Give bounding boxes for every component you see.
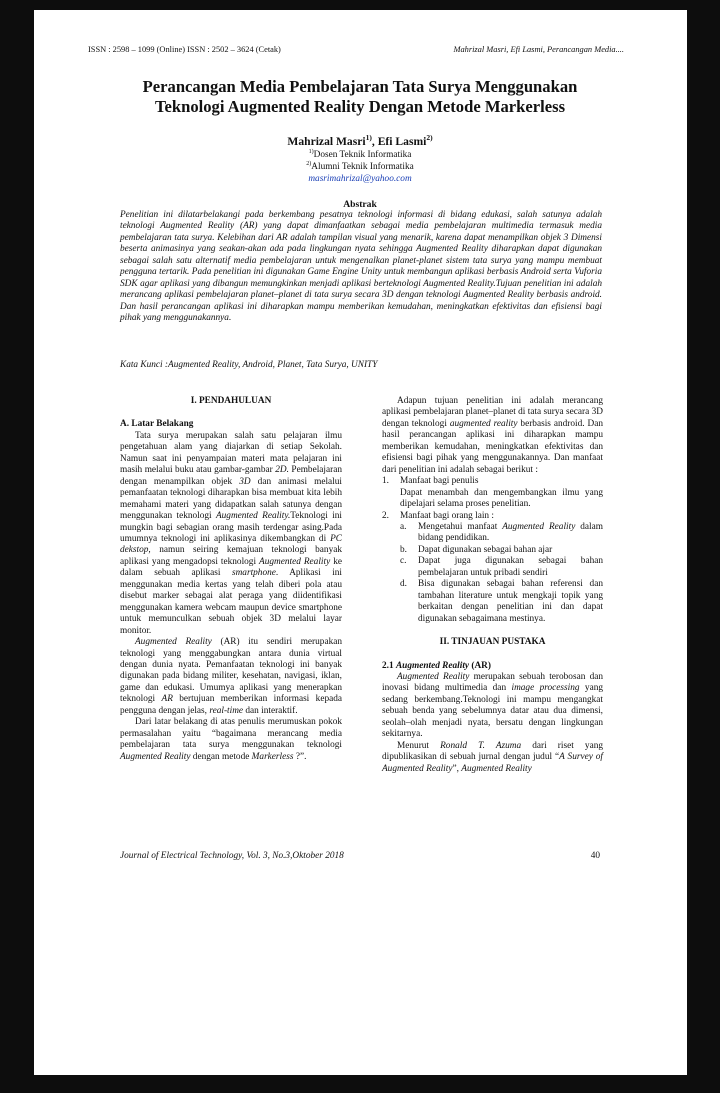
sublist-item xyxy=(382,556,603,579)
text: (AR) xyxy=(469,660,491,671)
text-italic: Ronald T. Azuma xyxy=(440,740,522,751)
sublist-item xyxy=(382,545,603,556)
aff1-text: Dosen Teknik Informatika xyxy=(313,150,412,160)
section-heading-tinjauan-pustaka: II. TINJAUAN PUSTAKA xyxy=(439,637,546,648)
aff2-sup: 2) xyxy=(306,160,312,167)
text: Menurut xyxy=(397,740,441,751)
author-1-sup: 1) xyxy=(365,133,372,143)
text: namun seiring kemajuan teknologi banyak aplikasi yang mengadopsi teknologi xyxy=(120,545,342,567)
text: Pembelajaran dengan menampilkan objek xyxy=(120,465,342,487)
sublist-item xyxy=(382,579,603,625)
text: Mengetahui manfaat xyxy=(418,521,503,532)
paragraph xyxy=(120,717,342,763)
list-marker: d. xyxy=(400,579,407,590)
list-text: Dapat menambah dan mengembangkan ilmu yang dipelajari selama proses penelitian. xyxy=(400,487,603,510)
text: berbasis android. Dan hasil perancangan aplikasi ini diharapkan mampu memberikan kemudahan, meningkatkan efektivitas dan efisiensi bagi pihak yang menggunakannya. Dan manfaat dari penelitian ini adalah sebagai berikut : xyxy=(382,418,603,475)
text-italic: AR xyxy=(161,694,173,705)
text: Adapun tujuan penelitian ini adalah merancang aplikasi pembelajaran planet–planet di tata surya secara 3D dengan teknologi xyxy=(382,396,603,429)
text: Dari latar belakang di atas penulis merumuskan pokok permasalahan yaitu “bagaimana merancang media pembelajaran tata surya menggunakan teknologi xyxy=(120,717,342,751)
subsection-augmented-reality xyxy=(382,661,603,672)
text: dengan metode xyxy=(190,751,252,762)
aff1-sup: 1) xyxy=(308,148,314,155)
text-italic: real-time xyxy=(209,705,244,716)
text-italic: PC dekstop, xyxy=(120,533,342,556)
text-italic: Augmented Reality xyxy=(397,671,470,682)
list-item-detail xyxy=(382,488,603,511)
running-title: Mahrizal Masri, Efi Lasmi, Perancangan Media.... xyxy=(453,45,624,54)
paragraph xyxy=(382,672,603,741)
title-line-2: Teknologi Augmented Reality Dengan Metode Markerless xyxy=(154,97,566,116)
affiliation-2 xyxy=(0,162,720,173)
paper-title xyxy=(60,77,660,117)
list-text xyxy=(418,522,603,545)
text-italic: image processing xyxy=(511,683,580,694)
abstract-heading: Abstrak xyxy=(343,199,377,210)
text-italic: Augmented Reality xyxy=(135,637,212,648)
text: yang sedang berkembang.Teknologi ini mampu mengangkat sebuah benda yang sebelumnya datar atau dua dimensi, seolah–olah menjadi nyata, bersatu dengan lingkungan sekitarnya. xyxy=(382,683,603,740)
list-item xyxy=(382,476,603,487)
text: dari riset yang dipublikasikan di sebuah jurnal dengan judul “ xyxy=(382,740,603,763)
author-2: Efi Lasmi xyxy=(377,135,427,148)
author-line xyxy=(0,135,720,148)
text: ?”. xyxy=(293,751,307,762)
left-column xyxy=(120,396,342,763)
issn-text: ISSN : 2598 – 1099 (Online) ISSN : 2502 – 3624 (Cetak) xyxy=(88,45,281,54)
affiliation-1 xyxy=(0,150,720,161)
subsection-number: 2.1 xyxy=(382,660,396,671)
text: Tata surya merupakan salah satu pelajaran ilmu pengetahuan alam yang diajarkan di setiap Sekolah. Namun saat ini penyampaian materi mata pelajaran ini masih melalui buku atau gambar-gambar xyxy=(120,430,342,476)
text-italic: Augmented Reality xyxy=(395,660,470,671)
list-text: Manfaat bagi orang lain : xyxy=(400,510,494,521)
section-heading-pendahuluan: I. PENDAHULUAN xyxy=(190,396,272,406)
list-marker: 1. xyxy=(382,476,389,487)
paragraph xyxy=(120,637,342,717)
title-line-1: Perancangan Media Pembelajaran Tata Surya Menggunakan xyxy=(142,77,578,96)
paragraph xyxy=(382,741,603,775)
author-email[interactable]: masrimahrizal@yahoo.com xyxy=(308,174,412,184)
aff2-text: Alumni Teknik Informatika xyxy=(311,162,414,172)
list-text: Dapat digunakan sebagai bahan ajar xyxy=(418,544,553,555)
paragraph xyxy=(120,431,342,637)
author-1: Mahrizal Masri xyxy=(287,135,366,148)
author-separator: , xyxy=(371,135,378,148)
text-italic: 3D xyxy=(239,476,251,487)
page-footer xyxy=(120,851,600,861)
list-marker: b. xyxy=(400,544,407,555)
text-italic: A Survey of Augmented Reality xyxy=(382,752,603,774)
list-item xyxy=(382,511,603,522)
text-italic: Augmented Reality xyxy=(120,751,191,762)
text-italic: Markerless xyxy=(251,751,294,762)
text: Teknologi ini mungkin bagi sebagian orang masih terdengar asing.Pada umumnya teknologi ini aplikasinya dikembangkan di xyxy=(120,511,343,544)
author-2-sup: 2) xyxy=(426,133,433,143)
list-spacer xyxy=(382,488,400,511)
running-header xyxy=(88,45,624,54)
list-marker: a. xyxy=(400,521,407,532)
text: dan animasi melalui pemanfaatan teknologi diharapkan bisa membuat kita lebih memahami materi yang didapatkan salah satunya dengan menggunakan teknologi xyxy=(120,476,342,522)
list-marker: 2. xyxy=(382,510,389,521)
text: ke dalam sebuah aplikasi xyxy=(120,556,342,579)
text-italic: augmented reality xyxy=(449,418,518,429)
text: dalam bidang pendidikan. xyxy=(418,521,603,544)
subsection-latar-belakang: A. Latar Belakang xyxy=(120,419,194,430)
page-number: 40 xyxy=(590,851,600,861)
list-text: Manfaat bagi penulis xyxy=(400,476,479,487)
text: merupakan sebuah terobosan dan inovasi bidang multimedia dan xyxy=(382,671,603,694)
abstract-text: Penelitian ini dilatarbelakangi pada berkembang pesatnya teknologi informasi di bidang edukasi, salah satunya adalah teknologi Augmented Reality (AR) yang dapat dimanfaatkan sebagai media pembelajaran multimedia termasuk media pembelajaran tata surya. Kelebihan dari AR adalah tampilan visual yang menarik, karena dapat menampilkan objek 3 Dimensi beserta animasinya yang seakan-akan ada pada lingkungan nyata sehingga Augmented Reality diharapkan dapat digunakan sebagai salah satu alternatif media pembelajaran untuk mengenalkan planet-planet sistem tata surya yang mampu membuat pengguna tertarik. Pada penelitian ini digunakan Game Engine Unity untuk membangun aplikasi berbasis Android serta Vuforia SDK agar aplikasi yang dibangun memungkinkan menjadi aplikasi berteknologi Augmented Reality.Tujuan penelitian ini adalah merancang aplikasi pembelajaran planet–planet di tata surya secara 3D dengan teknologi Augmented Reality berbasis android. Dan hasil perancangan aplikasi ini diharapkan mampu memberikan kemudahan, meningkatkan efektivitas dan efisiensi bagi pihak yang menggunakannya. xyxy=(120,210,602,324)
text-italic: Augmented Reality xyxy=(461,763,532,774)
text-italic: smartphone xyxy=(231,568,276,579)
text-italic: Augmented Reality xyxy=(502,521,576,532)
text-italic: Augmented Reality. xyxy=(215,511,291,522)
text: (AR) itu sendiri merupakan teknologi yang menggabungkan antara dunia virtual dengan dunia nyata. Pemanfaatan teknologi ini banyak digunakan pada bidang militer, kesehatan, navigasi, iklan, game dan edukasi. Umumya aplikasi yang menerapkan teknologi xyxy=(120,637,342,705)
text-italic: Augmented Reality xyxy=(259,556,331,567)
sublist-item xyxy=(382,522,603,545)
journal-citation: Journal of Electrical Technology, Vol. 3, No.3,Oktober 2018 xyxy=(120,851,344,861)
list-marker: c. xyxy=(400,556,407,567)
text: dan interaktif. xyxy=(243,705,298,716)
paragraph xyxy=(382,396,603,476)
text: ”, xyxy=(452,763,462,774)
keywords: Kata Kunci :Augmented Reality, Android, Planet, Tata Surya, UNITY xyxy=(120,360,378,370)
text: bertujuan memberikan informasi kepada pengguna dengan jelas, xyxy=(120,694,342,716)
list-text: Dapat juga digunakan sebagai bahan pembelajaran untuk pribadi sendiri xyxy=(418,556,603,578)
list-text: Bisa digunakan sebagai bahan referensi dan tambahan literature untuk mengkaji topik yang berkaitan dengan penelitian ini dan dapat digunakan sebagaimana mestinya. xyxy=(418,579,603,624)
right-column xyxy=(382,396,603,775)
text: . Aplikasi ini menggunakan media kertas yang telah diberi pola atau disebut marker sebagai alat peraga yang diidentifikasi menggunakan kamera webcam maupun device smartphone untuk memunculkan sebuah objek 3D melalui layar monitor. xyxy=(120,568,343,636)
text-italic: 2D. xyxy=(275,465,289,476)
